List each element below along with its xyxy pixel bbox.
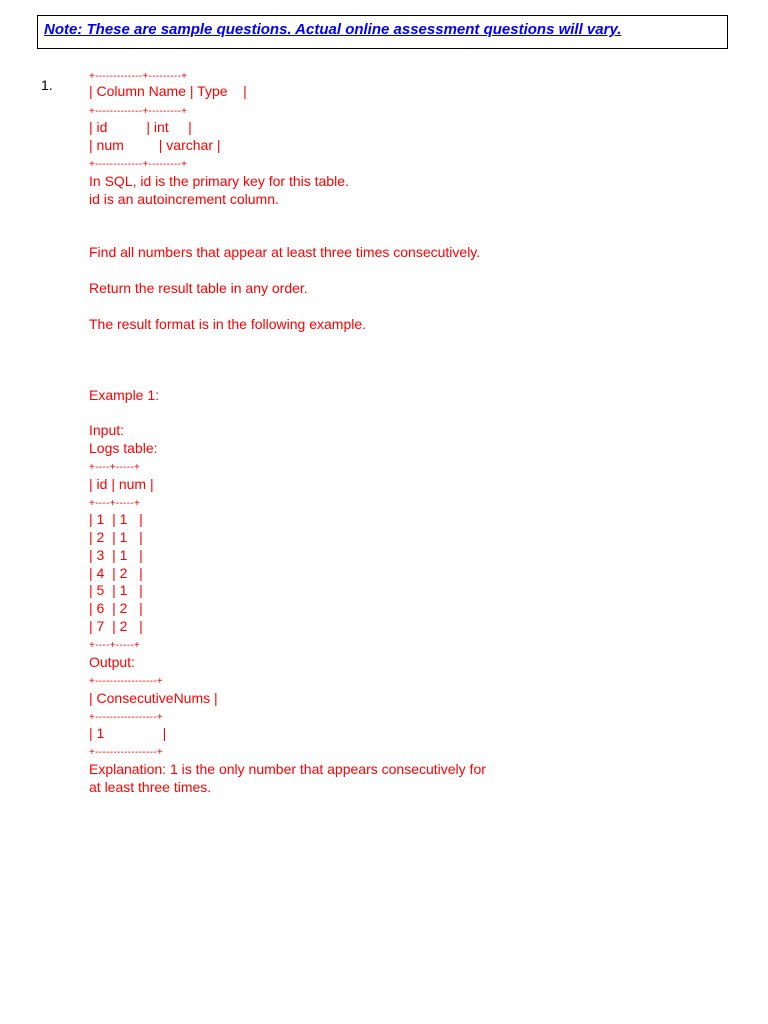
question-content — [89, 0, 729, 1024]
output-table-row: | 1 | — [89, 725, 167, 741]
logs-table-row: | 1 | 1 | — [89, 511, 143, 527]
schema-table-row: | num | varchar | — [89, 137, 221, 153]
logs-table-border: +----+-----+ — [89, 640, 141, 651]
input-label: Input: — [89, 422, 125, 438]
question-number: 1. — [41, 77, 53, 93]
schema-table-border: +-------------+---------+ — [89, 159, 188, 170]
logs-table-row: | 6 | 2 | — [89, 600, 143, 616]
example-title: Example 1: — [89, 387, 160, 403]
description-line: id is an autoincrement column. — [89, 191, 279, 207]
logs-table-border: +----+-----+ — [89, 498, 141, 509]
schema-table-border: +-------------+---------+ — [89, 71, 188, 82]
output-label: Output: — [89, 654, 135, 670]
logs-table-header: | id | num | — [89, 476, 154, 492]
output-table-border: +-----------------+ — [89, 676, 163, 687]
logs-table-row: | 5 | 1 | — [89, 582, 143, 598]
schema-table-header: | Column Name | Type | — [89, 83, 247, 99]
output-table-header: | ConsecutiveNums | — [89, 690, 218, 706]
schema-table-border: +-------------+---------+ — [89, 106, 188, 117]
logs-table-name: Logs table: — [89, 440, 158, 456]
task-line: Find all numbers that appear at least three times consecutively. — [89, 244, 481, 260]
note-text: Note: These are sample questions. Actual online assessment questions will vary. — [44, 21, 622, 38]
output-table-border: +-----------------+ — [89, 747, 163, 758]
output-table-border: +-----------------+ — [89, 712, 163, 723]
task-line: Return the result table in any order. — [89, 280, 308, 296]
logs-table-row: | 7 | 2 | — [89, 618, 143, 634]
logs-table-row: | 2 | 1 | — [89, 529, 143, 545]
explanation-line: at least three times. — [89, 779, 212, 795]
schema-table-row: | id | int | — [89, 119, 192, 135]
logs-table-row: | 4 | 2 | — [89, 565, 143, 581]
task-line: The result format is in the following example. — [89, 316, 367, 332]
logs-table-row: | 3 | 1 | — [89, 547, 143, 563]
description-line: In SQL, id is the primary key for this table. — [89, 173, 349, 189]
explanation-line: Explanation: 1 is the only number that appears consecutively for — [89, 761, 486, 777]
logs-table-border: +----+-----+ — [89, 462, 141, 473]
